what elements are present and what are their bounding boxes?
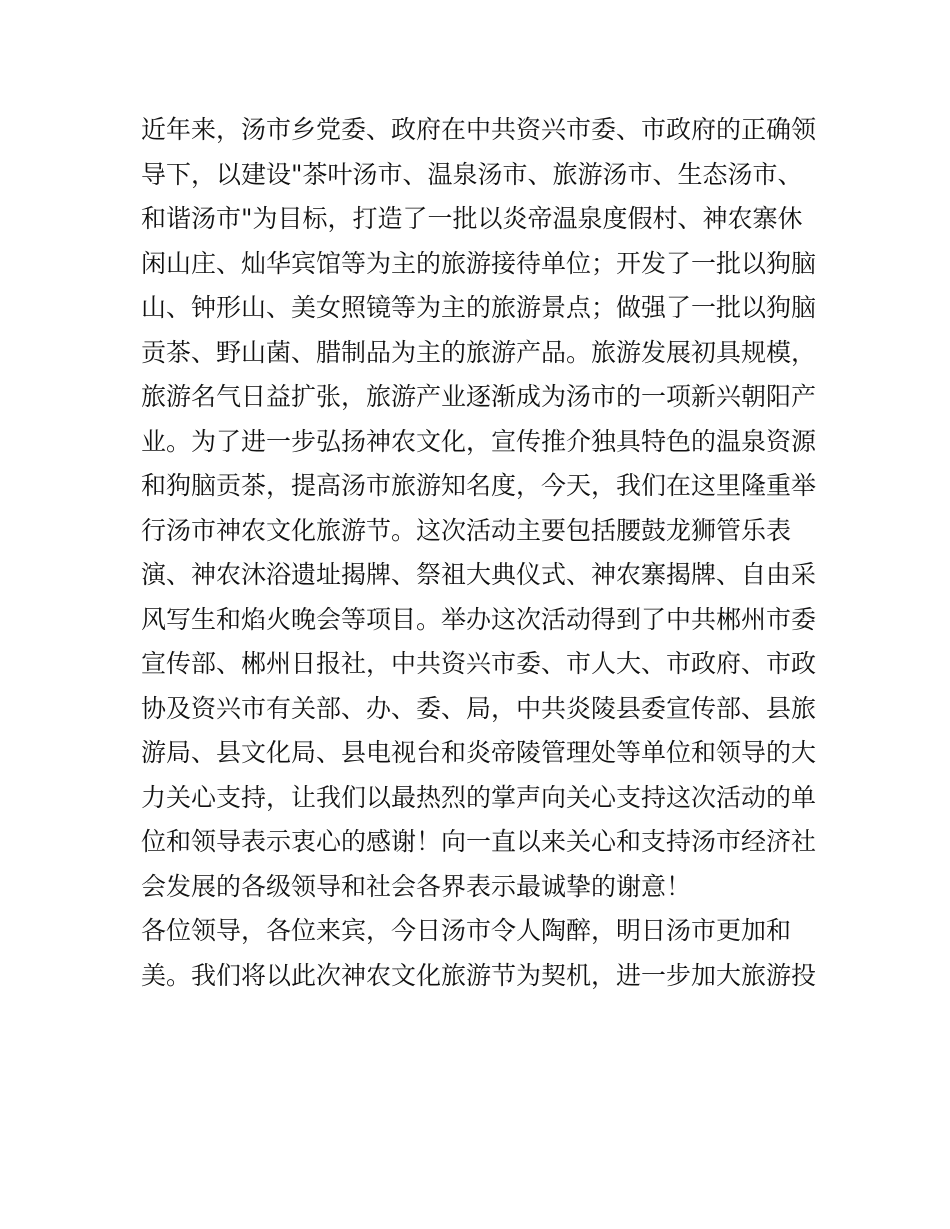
text-line: 行汤市神农文化旅游节。这次活动主要包括腰鼓龙狮管乐表 (141, 515, 792, 545)
text-line: 力关心支持，让我们以最热烈的掌声向关心支持这次活动的单 (141, 782, 817, 812)
text-line: 会发展的各级领导和社会各界表示最诚挚的谢意！ (141, 871, 692, 901)
text-line: 各位领导，各位来宾，今日汤市令人陶醉，明日汤市更加和 (141, 916, 792, 945)
text-line: 贡茶、野山菌、腊制品为主的旅游产品。旅游发展初具规模， (141, 337, 817, 367)
text-line: 宣传部、郴州日报社，中共资兴市委、市人大、市政府、市政 (141, 649, 817, 678)
text-line: 位和领导表示衷心的感谢！向一直以来关心和支持汤市经济社 (141, 827, 817, 856)
text-line: 风写生和焰火晚会等项目。举办这次活动得到了中共郴州市委 (141, 604, 817, 634)
text-line: 近年来，汤市乡党委、政府在中共资兴市委、市政府的正确领 (141, 115, 817, 144)
text-line: 演、神农沐浴遗址揭牌、祭祖大典仪式、神农寨揭牌、自由采 (141, 560, 817, 589)
text-line: 山、钟形山、美女照镜等为主的旅游景点；做强了一批以狗脑 (141, 293, 817, 322)
text-line: 美。我们将以此次神农文化旅游节为契机，进一步加大旅游投 (141, 960, 817, 990)
text-line: 旅游名气日益扩张，旅游产业逐渐成为汤市的一项新兴朝阳产 (141, 382, 817, 411)
text-line: 协及资兴市有关部、办、委、局，中共炎陵县委宣传部、县旅 (141, 693, 817, 723)
text-line: 游局、县文化局、县电视台和炎帝陵管理处等单位和领导的大 (141, 738, 817, 767)
text-line: 和谐汤市"为目标，打造了一批以炎帝温泉度假村、神农寨休 (141, 204, 803, 233)
body-text (141, 108, 821, 998)
text-line: 和狗脑贡茶，提高汤市旅游知名度，今天，我们在这里隆重举 (141, 471, 817, 500)
text-line: 闲山庄、灿华宾馆等为主的旅游接待单位；开发了一批以狗脑 (141, 248, 817, 278)
text-line: 业。为了进一步弘扬神农文化，宣传推介独具特色的温泉资源 (141, 426, 817, 456)
text-line: 导下，以建设"茶叶汤市、温泉汤市、旅游汤市、生态汤市、 (141, 159, 803, 189)
